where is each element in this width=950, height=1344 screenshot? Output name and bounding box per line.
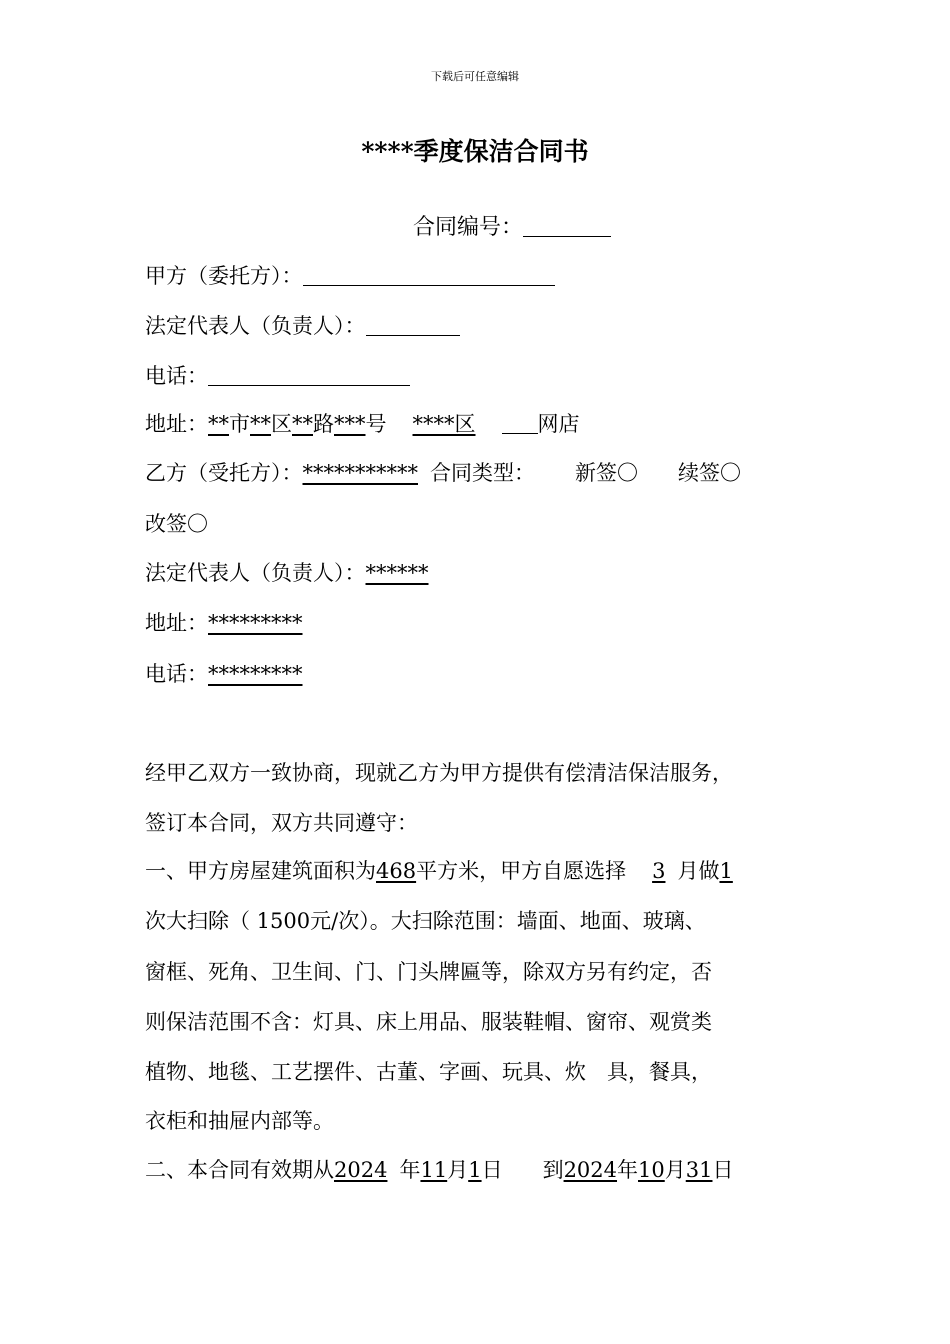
party-b-rep-label: 法定代表人（负责人）： xyxy=(145,561,366,585)
party-a-blank[interactable] xyxy=(303,263,555,286)
party-a-phone-label: 电话： xyxy=(145,364,208,388)
party-b-address-label: 地址： xyxy=(145,611,208,635)
clause-2-line-1 xyxy=(145,1155,733,1185)
clause-1-times: 1 xyxy=(719,859,733,883)
clause-2-prefix: 二、本合同有效期从 xyxy=(145,1158,334,1182)
intro-line-2: 签订本合同，双方共同遵守： xyxy=(145,811,418,835)
addr-road-suffix: 路 xyxy=(313,412,334,436)
clause-1-line-1 xyxy=(145,856,733,886)
contract-type-change-line xyxy=(145,509,208,539)
party-a-address-line xyxy=(145,409,580,439)
party-a-line xyxy=(145,261,555,291)
contract-type-change[interactable]: 改签〇 xyxy=(145,512,208,536)
end-year-unit: 年 xyxy=(617,1158,639,1182)
addr-district-value: ** xyxy=(250,412,271,436)
clause-1-mid: 平方米，甲方自愿选择 xyxy=(416,859,627,883)
addr-area-value: ****区 xyxy=(412,412,476,436)
party-b-rep-line xyxy=(145,558,429,588)
start-year-unit: 年 xyxy=(399,1158,421,1182)
addr-number-suffix: 号 xyxy=(365,412,387,436)
party-a-phone-line xyxy=(145,361,410,391)
addr-district-suffix: 区 xyxy=(271,412,292,436)
party-a-address-label: 地址： xyxy=(145,412,208,436)
party-b-line xyxy=(145,458,741,488)
start-day-unit: 日 xyxy=(481,1158,503,1182)
end-day: 31 xyxy=(685,1158,713,1182)
party-b-address-line xyxy=(145,608,303,638)
contract-number-label: 合同编号： xyxy=(413,215,524,240)
clause-1-area: 468 xyxy=(376,859,417,883)
clause-2-to: 到 xyxy=(542,1158,564,1182)
start-day: 1 xyxy=(468,1158,482,1182)
clause-1-prefix: 一、甲方房屋建筑面积为 xyxy=(145,859,376,883)
contract-number-line xyxy=(413,210,611,241)
clause-1-line-4: 则保洁范围不含：灯具、床上用品、服装鞋帽、窗帘、观赏类 xyxy=(145,1010,712,1034)
addr-road-value: ** xyxy=(292,412,313,436)
header-note: 下载后可任意编辑 xyxy=(431,70,519,83)
end-day-unit: 日 xyxy=(712,1158,734,1182)
addr-shop-blank[interactable] xyxy=(502,411,538,434)
party-a-rep-line xyxy=(145,311,460,341)
clause-1-line-3: 窗框、死角、卫生间、门、门头牌匾等，除双方另有约定，否 xyxy=(145,960,712,984)
party-b-phone-label: 电话： xyxy=(145,662,208,686)
addr-city-suffix: 市 xyxy=(229,412,250,436)
party-a-rep-blank[interactable] xyxy=(366,313,460,336)
party-a-rep-label: 法定代表人（负责人）： xyxy=(145,314,366,338)
party-a-label: 甲方（委托方）： xyxy=(145,264,303,288)
party-b-rep-value: ****** xyxy=(365,561,429,585)
addr-city-value: ** xyxy=(208,412,229,436)
document-title: ****季度保洁合同书 xyxy=(361,137,589,166)
clause-1-line-6: 衣柜和抽屉内部等。 xyxy=(145,1109,334,1133)
clause-1-line-2: 次大扫除（ 1500元/次）。大扫除范围：墙面、地面、玻璃、 xyxy=(145,909,706,933)
party-b-phone-line xyxy=(145,659,303,689)
contract-type-new[interactable]: 新签〇 xyxy=(575,461,638,485)
end-year: 2024 xyxy=(563,1158,618,1182)
contract-type-label: 合同类型： xyxy=(430,461,535,485)
party-b-name: *********** xyxy=(302,461,418,485)
clause-1-line-5: 植物、地毯、工艺摆件、古董、字画、玩具、炊 具，餐具， xyxy=(145,1060,712,1084)
start-month-unit: 月 xyxy=(447,1158,469,1182)
clause-1-month: 3 xyxy=(652,859,666,883)
end-month-unit: 月 xyxy=(664,1158,686,1182)
contract-number-blank[interactable] xyxy=(523,214,611,237)
addr-shop-suffix: 网店 xyxy=(537,412,580,436)
addr-number-value: *** xyxy=(334,412,366,436)
party-b-phone-value: ********* xyxy=(208,662,303,686)
party-b-address-value: ********* xyxy=(208,611,303,635)
clause-1-month-suffix: 月做 xyxy=(677,859,720,883)
start-month: 11 xyxy=(420,1158,448,1182)
contract-type-renew[interactable]: 续签〇 xyxy=(678,461,741,485)
end-month: 10 xyxy=(638,1158,665,1182)
intro-line-1: 经甲乙双方一致协商，现就乙方为甲方提供有偿清洁保洁服务， xyxy=(145,761,733,785)
start-year: 2024 xyxy=(334,1158,388,1182)
party-b-label: 乙方（受托方）： xyxy=(145,461,303,485)
party-a-phone-blank[interactable] xyxy=(208,363,410,386)
